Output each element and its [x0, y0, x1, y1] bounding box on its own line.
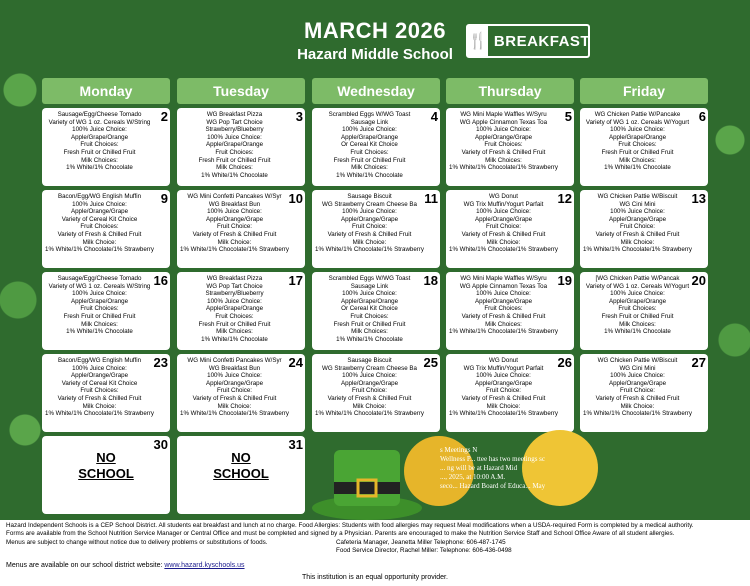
day-cell	[177, 108, 305, 186]
menu-line: 1% White/1% Chocolate	[604, 164, 671, 172]
menu-line: Or Cereal Kit Choice	[341, 305, 398, 313]
menu-line: Apple/Orange/Grape	[474, 133, 533, 141]
menu-line: Milk Choice:	[486, 402, 521, 410]
day-number: 13	[691, 191, 706, 206]
menu-line: Milk Choice:	[82, 402, 117, 410]
meal-label: BREAKFAST	[493, 32, 591, 50]
menu-items	[45, 111, 154, 172]
menu-line: Fruit Choices:	[215, 312, 254, 320]
menu-line: Fruit Choice:	[351, 387, 388, 395]
equal-opportunity-text: This institution is an equal opportunity provider.	[302, 574, 448, 581]
menu-line: WG Trix Muffin/Yogurt Parfait	[463, 200, 544, 208]
menu-line: Fruit Choices:	[80, 305, 119, 313]
no-school-line: NO	[231, 450, 251, 465]
menu-line: Scrambled Eggs W/WG Toast	[328, 111, 411, 118]
menu-line: Milk Choice:	[217, 238, 252, 246]
day-number: 25	[423, 355, 438, 370]
menu-line: WG Chicken Pattie W/Pancake	[594, 111, 681, 118]
menu-line: Milk Choice:	[352, 238, 387, 246]
menu-line: Milk Choice:	[82, 238, 117, 246]
menu-line: Sausage Biscuit	[347, 193, 392, 200]
menu-line: Sausage Link	[350, 282, 389, 290]
day-number: 27	[691, 355, 706, 370]
menu-line: Milk Choice:	[620, 238, 655, 246]
menu-line: WG Breakfast Pizza	[206, 275, 263, 282]
menu-line: 100% Juice Choice: Apple/Grape/Orange	[70, 126, 129, 141]
no-school-line: NO	[96, 450, 116, 465]
menu-line: Apple/Orange/Grape	[70, 208, 129, 216]
menu-line: Fresh Fruit or Chilled Fruit	[198, 320, 271, 328]
menu-line: Variety of Fresh & Chilled Fruit	[57, 230, 142, 238]
menu-line: Fruit Choice:	[485, 387, 522, 395]
day-number: 4	[430, 109, 438, 124]
menu-line: Fruit Choice:	[216, 387, 253, 395]
menu-line: WG Strawberry Cream Cheese Ba	[322, 200, 417, 208]
menu-line: WG Breakfast Bun	[208, 364, 261, 372]
menu-items	[180, 111, 289, 179]
menu-line: 1% White/1% Chocolate	[66, 328, 133, 336]
menu-line: 1% White/1% Chocolate/1% Strawberry	[449, 328, 559, 336]
menu-items	[449, 357, 558, 418]
footer-forms-text: Forms are available from the School Nutrition Service Manager or Central Office and must be completed and signed by a Physician. Parents are encouraged to make the Nutrition Service Staff and School Office Aware of all student allergies.	[6, 530, 675, 538]
day-cell	[177, 272, 305, 350]
menu-line: 100% Juice Choice: Apple/Grape/Orange	[205, 297, 264, 313]
day-header-monday: Monday	[42, 78, 170, 104]
menu-line: 1% White/1% Chocolate/1% Strawberry	[583, 410, 693, 418]
no-school-line: SCHOOL	[78, 466, 134, 481]
footer-cep-text: Hazard Independent Schools is a CEP School District. All students eat breakfast and lunch at no charge. Food Allergies: Students with food allergies may request Meal modifications when a USDA-required Form is completed by a medical authority.	[6, 522, 694, 529]
menu-line: Variety of WG 1 oz. Cereals W/String	[48, 282, 151, 290]
day-cell	[312, 108, 440, 186]
menu-items	[449, 193, 558, 254]
day-number: 30	[153, 437, 168, 452]
menu-line: Apple/Orange/Grape	[340, 379, 399, 387]
menu-line: Milk Choices:	[216, 164, 253, 172]
menu-line: Bacon/Egg/WG English Muffin	[57, 357, 142, 364]
day-number: 11	[424, 191, 438, 206]
day-cell	[312, 190, 440, 268]
menu-line: Fresh Fruit or Chilled Fruit	[601, 312, 674, 320]
menu-line: 100% Juice Choice:	[476, 208, 531, 216]
menu-line: Apple/Orange/Grape	[474, 297, 533, 305]
menu-line: 1% White/1% Chocolate	[336, 335, 403, 343]
day-cell	[580, 354, 708, 432]
no-school-line: SCHOOL	[213, 466, 269, 481]
menu-line: 100% Juice Choice: Apple/Grape/Orange	[608, 290, 667, 305]
notice-line: ... ng will be at Hazard Mid	[440, 464, 518, 472]
notice-line: Wellness P... ttee has two meetings sc	[440, 455, 546, 463]
day-cell	[42, 108, 170, 186]
menu-line: 1% White/1% Chocolate/1% Strawberry	[315, 410, 425, 418]
menu-line: Fruit Choice:	[619, 387, 656, 395]
menu-line: WG Chicken Pattie W/Biscuit	[597, 193, 678, 200]
menu-line: 100% Juice Choice:	[610, 372, 665, 380]
day-number: 6	[698, 109, 706, 124]
menu-items	[315, 275, 424, 343]
menu-line: 1% White/1% Chocolate/1% Strawberry	[583, 246, 693, 254]
day-number: 23	[153, 355, 168, 370]
menu-line: Apple/Orange/Grape	[608, 215, 667, 223]
day-cell	[42, 272, 170, 350]
menu-items	[583, 111, 692, 172]
menu-line: 100% Juice Choice:	[476, 126, 531, 134]
menu-line: Milk Choice:	[486, 238, 521, 246]
menu-line: Or Cereal Kit Choice	[341, 141, 398, 149]
menu-items	[583, 275, 692, 336]
menu-line: Sausage/Egg/Cheese Tomado	[57, 275, 142, 282]
menu-line: WG Mini Maple Waffles W/Syru	[460, 111, 547, 118]
menu-line: Fruit Choices:	[80, 223, 119, 231]
menu-line: Milk Choice:	[352, 402, 387, 410]
menu-line: WG Trix Muffin/Yogurt Parfait	[463, 364, 544, 372]
footer	[6, 522, 744, 556]
day-cell	[177, 354, 305, 432]
menu-line: Fresh Fruit or Chilled Fruit	[63, 312, 136, 320]
menu-line: 1% White/1% Chocolate	[201, 335, 268, 343]
footer-row	[6, 547, 744, 555]
menu-line: Strawberry/Blueberry	[205, 290, 264, 298]
menu-line: Milk Choice:	[217, 402, 252, 410]
menu-line: Variety of Cereal Kit Choice	[61, 215, 138, 223]
menu-line: WG Cini Mini	[619, 364, 656, 372]
menu-line: 100% Juice Choice:	[476, 372, 531, 380]
menu-line: 1% White/1% Chocolate/1% Strawberry	[449, 246, 559, 254]
menu-line: WG Mini Maple Waffles W/Syru	[460, 275, 547, 282]
menu-line: Fresh Fruit or Chilled Fruit	[333, 156, 406, 164]
menu-line: Variety of Fresh & Chilled Fruit	[192, 230, 277, 238]
menu-line: Apple/Orange/Grape	[340, 215, 399, 223]
menu-line: 1% White/1% Chocolate	[66, 164, 133, 172]
notice-line: ..., 2025, at 10:00 A.M.	[440, 473, 506, 481]
menu-line: 1% White/1% Chocolate	[336, 171, 403, 179]
menu-line: Apple/Orange/Grape	[474, 379, 533, 387]
footer-change-text: Menus are subject to change without notice due to delivery problems or substitutions of foods.	[6, 538, 268, 546]
menu-line: Sausage Link	[350, 118, 389, 126]
menu-line: Bacon/Egg/WG English Muffin	[57, 193, 142, 200]
menu-line: WG Pop Tart Choice	[206, 282, 263, 290]
menu-line: Milk Choices:	[485, 320, 522, 328]
menu-items	[315, 193, 424, 254]
menu-line: 100% Juice Choice: Apple/Grape/Orange	[70, 290, 129, 305]
menu-line: 1% White/1% Chocolate/1% Strawberry	[449, 164, 559, 172]
day-cell	[312, 354, 440, 432]
menu-line: Variety of WG 1 oz. Cereals W/Yogurt	[585, 282, 690, 290]
menu-line: WG Apple Cinnamon Texas Toa	[459, 282, 548, 290]
menu-line: Milk Choices:	[619, 156, 656, 164]
day-number: 3	[295, 109, 303, 124]
day-number: 31	[288, 437, 303, 452]
menu-items	[45, 275, 154, 336]
menu-line: WG Chicken Pattie W/Biscuit	[597, 357, 678, 364]
menu-line: Apple/Orange/Grape	[205, 215, 264, 223]
menu-line: Fruit Choices:	[350, 312, 389, 320]
menu-line: Variety of Fresh & Chilled Fruit	[461, 394, 546, 402]
menu-line: Fruit Choice:	[485, 223, 522, 231]
menu-line: Fruit Choice:	[619, 223, 656, 231]
menu-items	[45, 357, 154, 418]
menu-line: Fresh Fruit or Chilled Fruit	[333, 320, 406, 328]
menu-line: Milk Choices:	[81, 320, 118, 328]
menu-line: Sausage/Egg/Cheese Tomado	[57, 111, 142, 118]
menu-line: Apple/Orange/Grape	[608, 379, 667, 387]
menu-line: Variety of Fresh & Chilled Fruit	[461, 312, 546, 320]
menu-line: Variety of Cereal Kit Choice	[61, 379, 138, 387]
day-cell	[580, 190, 708, 268]
footer-row	[6, 539, 744, 547]
menu-line: Variety of WG 1 oz. Cereals W/Yogurt	[585, 118, 690, 126]
menu-line: Milk Choices:	[485, 156, 522, 164]
menu-line: Variety of Fresh & Chilled Fruit	[595, 394, 680, 402]
day-header-thursday: Thursday	[446, 78, 574, 104]
menu-line: Variety of Fresh & Chilled Fruit	[327, 394, 412, 402]
menu-items	[583, 193, 692, 254]
day-number: 5	[564, 109, 572, 124]
menu-line: Fruit Choices:	[350, 148, 389, 156]
menu-line: WG Mini Confetti Pancakes W/Syr	[187, 193, 282, 200]
day-cell	[312, 272, 440, 350]
menu-line: Variety of Fresh & Chilled Fruit	[327, 230, 412, 238]
school-name: Hazard Middle School	[297, 46, 453, 63]
day-number: 18	[423, 273, 438, 288]
menu-line: WG Pop Tart Choice	[206, 118, 263, 126]
menu-items	[449, 111, 558, 172]
menu-line: WG Breakfast Bun	[208, 200, 261, 208]
day-cell	[42, 354, 170, 432]
day-number: 24	[288, 355, 303, 370]
menu-items	[180, 193, 289, 254]
menu-line: 1% White/1% Chocolate/1% Strawberry	[180, 246, 290, 254]
day-cell	[580, 108, 708, 186]
menu-line: Sausage Biscuit	[347, 357, 392, 364]
menu-line: 100% Juice Choice:	[342, 372, 397, 380]
menu-items	[180, 357, 289, 418]
day-cell	[446, 190, 574, 268]
menu-line: 1% White/1% Chocolate	[201, 171, 268, 179]
day-cell	[42, 190, 170, 268]
website-link[interactable]: www.hazard.kyschools.us	[164, 562, 245, 569]
footer-contact-director: Food Service Director, Rachel Miller: Telephone: 606-436-0498	[336, 547, 512, 555]
menu-line: 100% Juice Choice: Apple/Grape/Orange	[340, 126, 399, 141]
menu-line: Variety of Fresh & Chilled Fruit	[595, 230, 680, 238]
menu-line: Milk Choices:	[81, 156, 118, 164]
menu-line: 100% Juice Choice:	[207, 208, 262, 216]
menu-line: WG Donut	[489, 193, 518, 200]
fork-knife-icon: 🍴	[468, 26, 488, 56]
day-cell	[446, 272, 574, 350]
menu-line: Strawberry/Blueberry	[205, 126, 264, 134]
day-number: 12	[557, 191, 572, 206]
menu-line: Variety of Fresh & Chilled Fruit	[461, 148, 546, 156]
menu-items	[315, 357, 424, 418]
menu-line: Fresh Fruit or Chilled Fruit	[601, 148, 674, 156]
menu-line: Variety of Fresh & Chilled Fruit	[57, 394, 142, 402]
day-number: 2	[160, 109, 168, 124]
menu-line: 100% Juice Choice: Apple/Grape/Orange	[608, 126, 667, 141]
menu-line: WG Mini Confetti Pancakes W/Syr	[187, 357, 282, 364]
menu-line: Apple/Orange/Grape	[474, 215, 533, 223]
day-number: 9	[160, 191, 168, 206]
menu-line: WG Breakfast Pizza	[206, 111, 263, 118]
menu-items	[449, 275, 558, 336]
no-school-label	[177, 450, 305, 482]
menu-line: Variety of Fresh & Chilled Fruit	[192, 394, 277, 402]
menu-line: WG Apple Cinnamon Texas Toa	[459, 118, 548, 126]
menu-line: Fruit Choices:	[484, 305, 523, 313]
day-cell	[177, 436, 305, 514]
menu-line: Fruit Choices:	[618, 141, 657, 149]
day-cell	[446, 108, 574, 186]
menu-line: 100% Juice Choice:	[207, 372, 262, 380]
day-number: 19	[557, 273, 572, 288]
menu-line: Fresh Fruit or Chilled Fruit	[63, 148, 136, 156]
website-label: Menus are available on our school district website:	[6, 562, 163, 569]
menu-line: Fruit Choice:	[216, 223, 253, 231]
day-number: 20	[691, 273, 706, 288]
menu-line: 100% Juice Choice:	[342, 208, 397, 216]
menu-line: Fruit Choices:	[215, 148, 254, 156]
menu-items	[180, 275, 289, 343]
meeting-notice	[440, 446, 670, 491]
menu-line: Fresh Fruit or Chilled Fruit	[198, 156, 271, 164]
menu-line: Fruit Choices:	[80, 141, 119, 149]
menu-line: Milk Choices:	[216, 328, 253, 336]
day-cell	[446, 354, 574, 432]
menu-line: 1% White/1% Chocolate/1% Strawberry	[315, 246, 425, 254]
day-cell	[42, 436, 170, 514]
menu-line: 1% White/1% Chocolate	[604, 328, 671, 336]
menu-items	[45, 193, 154, 254]
decorative-art	[312, 430, 750, 522]
menu-line: 1% White/1% Chocolate/1% Strawberry	[45, 410, 155, 418]
footer-contact-manager: Cafeteria Manager, Jeanetta Miller Telephone: 606-487-1745	[336, 538, 506, 546]
menu-line: 1% White/1% Chocolate/1% Strawberry	[449, 410, 559, 418]
day-number: 16	[153, 273, 168, 288]
menu-line: 100% Juice Choice: Apple/Grape/Orange	[205, 133, 264, 149]
menu-line: Milk Choices:	[351, 164, 388, 172]
website-line	[6, 562, 245, 569]
day-header-tuesday: Tuesday	[177, 78, 305, 104]
notice-line: s Meetings N	[440, 446, 478, 454]
menu-line: 1% White/1% Chocolate/1% Strawberry	[45, 246, 155, 254]
menu-line: WG Donut	[489, 357, 518, 364]
day-number: 10	[288, 191, 303, 206]
menu-line: Scrambled Eggs W/WG Toast	[328, 275, 411, 282]
menu-line: Milk Choice:	[620, 402, 655, 410]
day-header-wednesday: Wednesday	[312, 78, 440, 104]
menu-line: 100% Juice Choice: Apple/Grape/Orange	[340, 290, 399, 305]
menu-line: Variety of Fresh & Chilled Fruit	[461, 230, 546, 238]
menu-line: Apple/Orange/Grape	[205, 379, 264, 387]
menu-line: Milk Choices:	[619, 320, 656, 328]
menu-line: Milk Choices:	[351, 328, 388, 336]
menu-line: 100% Juice Choice:	[72, 200, 127, 208]
no-school-label	[42, 450, 170, 482]
menu-items	[315, 111, 424, 179]
day-cell	[580, 272, 708, 350]
menu-line: WG Strawberry Cream Cheese Ba	[322, 364, 417, 372]
menu-line: Fruit Choice:	[351, 223, 388, 231]
menu-line: Apple/Orange/Grape	[70, 372, 129, 380]
menu-line: [WG Chicken Pattie W/Pancak	[595, 275, 680, 282]
notice-line: seco... Hazard Board of Educa... May	[440, 482, 546, 490]
menu-line: 100% Juice Choice:	[476, 290, 531, 298]
day-cell	[177, 190, 305, 268]
menu-line: 100% Juice Choice:	[72, 364, 127, 372]
day-header-friday: Friday	[580, 78, 708, 104]
menu-line: WG Cini Mini	[619, 200, 656, 208]
menu-line: 100% Juice Choice:	[610, 208, 665, 216]
menu-items	[583, 357, 692, 418]
menu-line: 1% White/1% Chocolate/1% Strawberry	[180, 410, 290, 418]
menu-line: Fruit Choices:	[618, 305, 657, 313]
menu-line: Fruit Choices:	[484, 141, 523, 149]
page-title: MARCH 2026	[304, 18, 446, 43]
day-number: 26	[557, 355, 572, 370]
meal-badge	[466, 24, 590, 58]
day-number: 17	[288, 273, 303, 288]
menu-line: Fruit Choices:	[80, 387, 119, 395]
menu-line: Variety of WG 1 oz. Cereals W/String	[48, 118, 151, 126]
